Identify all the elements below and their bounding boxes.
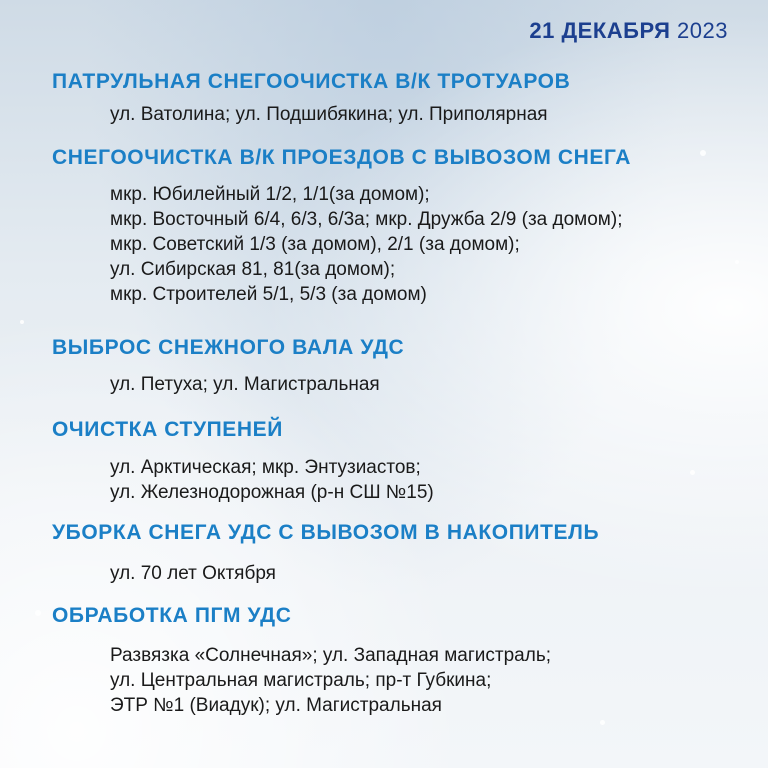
date-day-month: 21 ДЕКАБРЯ [529,18,671,43]
snowflake-decoration [700,150,706,156]
section-title-snow-bank: ВЫБРОС СНЕЖНОГО ВАЛА УДС [52,336,405,359]
address-line: ул. Арктическая; мкр. Энтузиастов; [110,457,421,478]
snowflake-decoration [735,260,739,264]
section-lines-sidewalk-patrol [110,102,548,127]
address-line: ул. Железнодорожная (р-н СШ №15) [110,482,434,503]
address-line: мкр. Строителей 5/1, 5/3 (за домом) [110,284,427,305]
date-header [529,18,728,44]
address-line: ул. 70 лет Октября [110,563,276,584]
section-title-snow-removal: УБОРКА СНЕГА УДС С ВЫВОЗОМ В НАКОПИТЕЛЬ [52,521,600,544]
date-year: 2023 [677,18,728,43]
snowflake-decoration [20,320,24,324]
address-line: ул. Центральная магистраль; пр-т Губкина; [110,670,492,691]
section-lines-steps-cleaning [110,455,434,505]
section-lines-driveway-cleaning [110,182,622,307]
section-title-driveway-cleaning: СНЕГООЧИСТКА В/К ПРОЕЗДОВ С ВЫВОЗОМ СНЕГА [52,146,631,169]
address-line: мкр. Юбилейный 1/2, 1/1(за домом); [110,184,430,205]
address-line: Развязка «Солнечная»; ул. Западная магистраль; [110,645,551,666]
section-lines-snow-removal [110,561,276,586]
snowflake-decoration [690,470,695,475]
address-line: мкр. Советский 1/3 (за домом), 2/1 (за домом); [110,234,520,255]
section-title-pgm-treatment: ОБРАБОТКА ПГМ УДС [52,604,292,627]
address-line: ул. Ватолина; ул. Подшибякина; ул. Приполярная [110,104,548,125]
address-line: мкр. Восточный 6/4, 6/3, 6/3а; мкр. Дружба 2/9 (за домом); [110,209,623,230]
section-title-sidewalk-patrol: ПАТРУЛЬНАЯ СНЕГООЧИСТКА В/К ТРОТУАРОВ [52,70,571,93]
section-lines-pgm-treatment [110,643,551,718]
section-title-steps-cleaning: ОЧИСТКА СТУПЕНЕЙ [52,418,283,441]
address-line: ул. Петуха; ул. Магистральная [110,374,380,395]
section-lines-snow-bank [110,372,380,397]
snowflake-decoration [600,720,605,725]
address-line: ул. Сибирская 81, 81(за домом); [110,259,396,280]
address-line: ЭТР №1 (Виадук); ул. Магистральная [110,695,442,716]
snowflake-decoration [35,610,41,616]
